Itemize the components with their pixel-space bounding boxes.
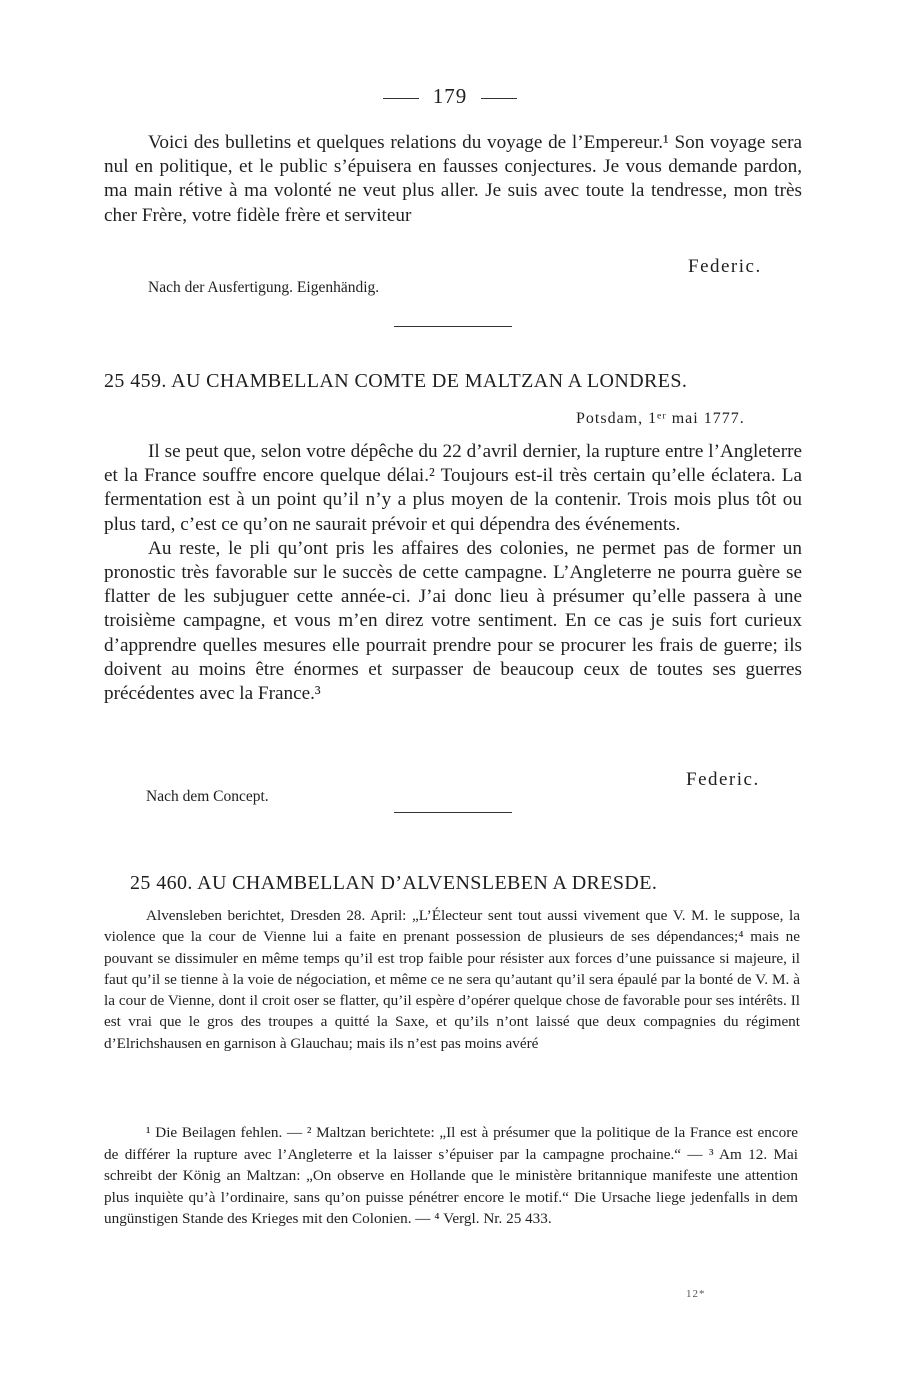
letter-25459-signature: Federic. [686,769,760,790]
letter-25460-heading: 25 460. AU CHAMBELLAN D’ALVENSLEBEN A DRESDE. [130,872,658,894]
letter-25459-source-note: Nach dem Concept. [146,788,269,805]
letter-25459-dateline: Potsdam, 1ᵉʳ mai 1777. [576,410,745,427]
previous-letter-signature: Federic. [688,256,762,277]
page-number-dash-right [481,98,517,99]
footnotes-text: ¹ Die Beilagen fehlen. — ² Maltzan berichtete: „Il est à présumer que la politique de la France est encore de différer la rupture avec l’Angleterre et la laisser s’épuiser par la campagne prochaine.“ — ³ Am 12. Mai schreibt der König an Maltzan: „On observe en Hollande que le ministère britannique manifeste une attention plus inquiète qu’à l’ordinaire, sans qu’on puisse pénétrer encore le motif.“ Die Ursache liege jedenfalls in dem ungünstigen Stande des Krieges mit den Colonien. — ⁴ Vergl. Nr. 25 433. [104,1124,798,1227]
letter-25460-report-paragraph: Alvensleben berichtet, Dresden 28. April: „L’Électeur sent tout aussi vivement que V. M. le suppose, la violence que la cour de Vienne lui a faite en prenant possession de plusieurs de ses dépendances;⁴ mais ne pouvant se dissimuler en même temps qu’il est trop faible pour résister aux forces d’une puissance si majeure, il faut qu’il se tienne à la voie de négociation, et même ce ne sera qu’autant qu’il sera épaulé par la bonté de V. M. à la cour de Vienne, dont il croit oser se flatter, qu’il espère d’opérer quelque chose de favorable pour ses intérêts. Il est vrai que le gros des troupes a quitté la Saxe, et qu’ils n’ont laissé que deux compagnies du régiment d’Elrichshausen en garnison à Glauchau; mais ils n’est pas moins avéré [104,907,800,1052]
previous-letter-source-note: Nach der Ausfertigung. Eigenhändig. [148,279,380,296]
page-number [0,84,900,109]
letter-25459-paragraph-2: Au reste, le pli qu’ont pris les affaires des colonies, ne permet pas de former un pronostic très favorable sur le succès de cette campagne. L’Angleterre ne pourra guère se flatter de les subjuguer cette année-ci. J’ai donc lieu à présumer qu’elle passera à une troisième campagne, et vous m’en direz votre sentiment. En ce cas je suis fort curieux d’apprendre quelles mesures elle pourrait prendre pour se procurer les frais de guerre; ils doivent au moins être énormes et surpasser de beaucoup ceux de toutes ses guerres précédentes avec la France.³ [104,537,802,705]
section-divider [394,326,512,327]
letter-25459-body [104,440,802,706]
footnotes [104,1122,798,1230]
letter-25460-report [104,905,800,1054]
previous-letter-closing [104,131,802,228]
printer-signature-mark: 12* [686,1288,706,1300]
previous-letter-paragraph: Voici des bulletins et quelques relations du voyage de l’Empereur.¹ Son voyage sera nul en politique, et le public s’épuisera en fausses conjectures. Je vous demande pardon, ma main rétive à ma volonté ne veut plus aller. Je suis avec toute la tendresse, mon très cher Frère, votre fidèle frère et serviteur [104,132,802,226]
page-number-text: 179 [432,84,468,108]
page-number-dash-left [383,98,419,99]
letter-25459-paragraph-1: Il se peut que, selon votre dépêche du 22 d’avril dernier, la rupture entre l’Angleterre et la France souffre encore quelque délai.² Toujours est-il très certain qu’elle éclatera. La fermentation est à un point qu’il n’y a plus moyen de la contenir. Trois mois plus tôt ou plus tard, c’est ce qu’on ne saurait prévoir et qui dépendra des événements. [104,441,802,535]
section-divider [394,812,512,813]
letter-25459-heading: 25 459. AU CHAMBELLAN COMTE DE MALTZAN A LONDRES. [104,370,688,392]
